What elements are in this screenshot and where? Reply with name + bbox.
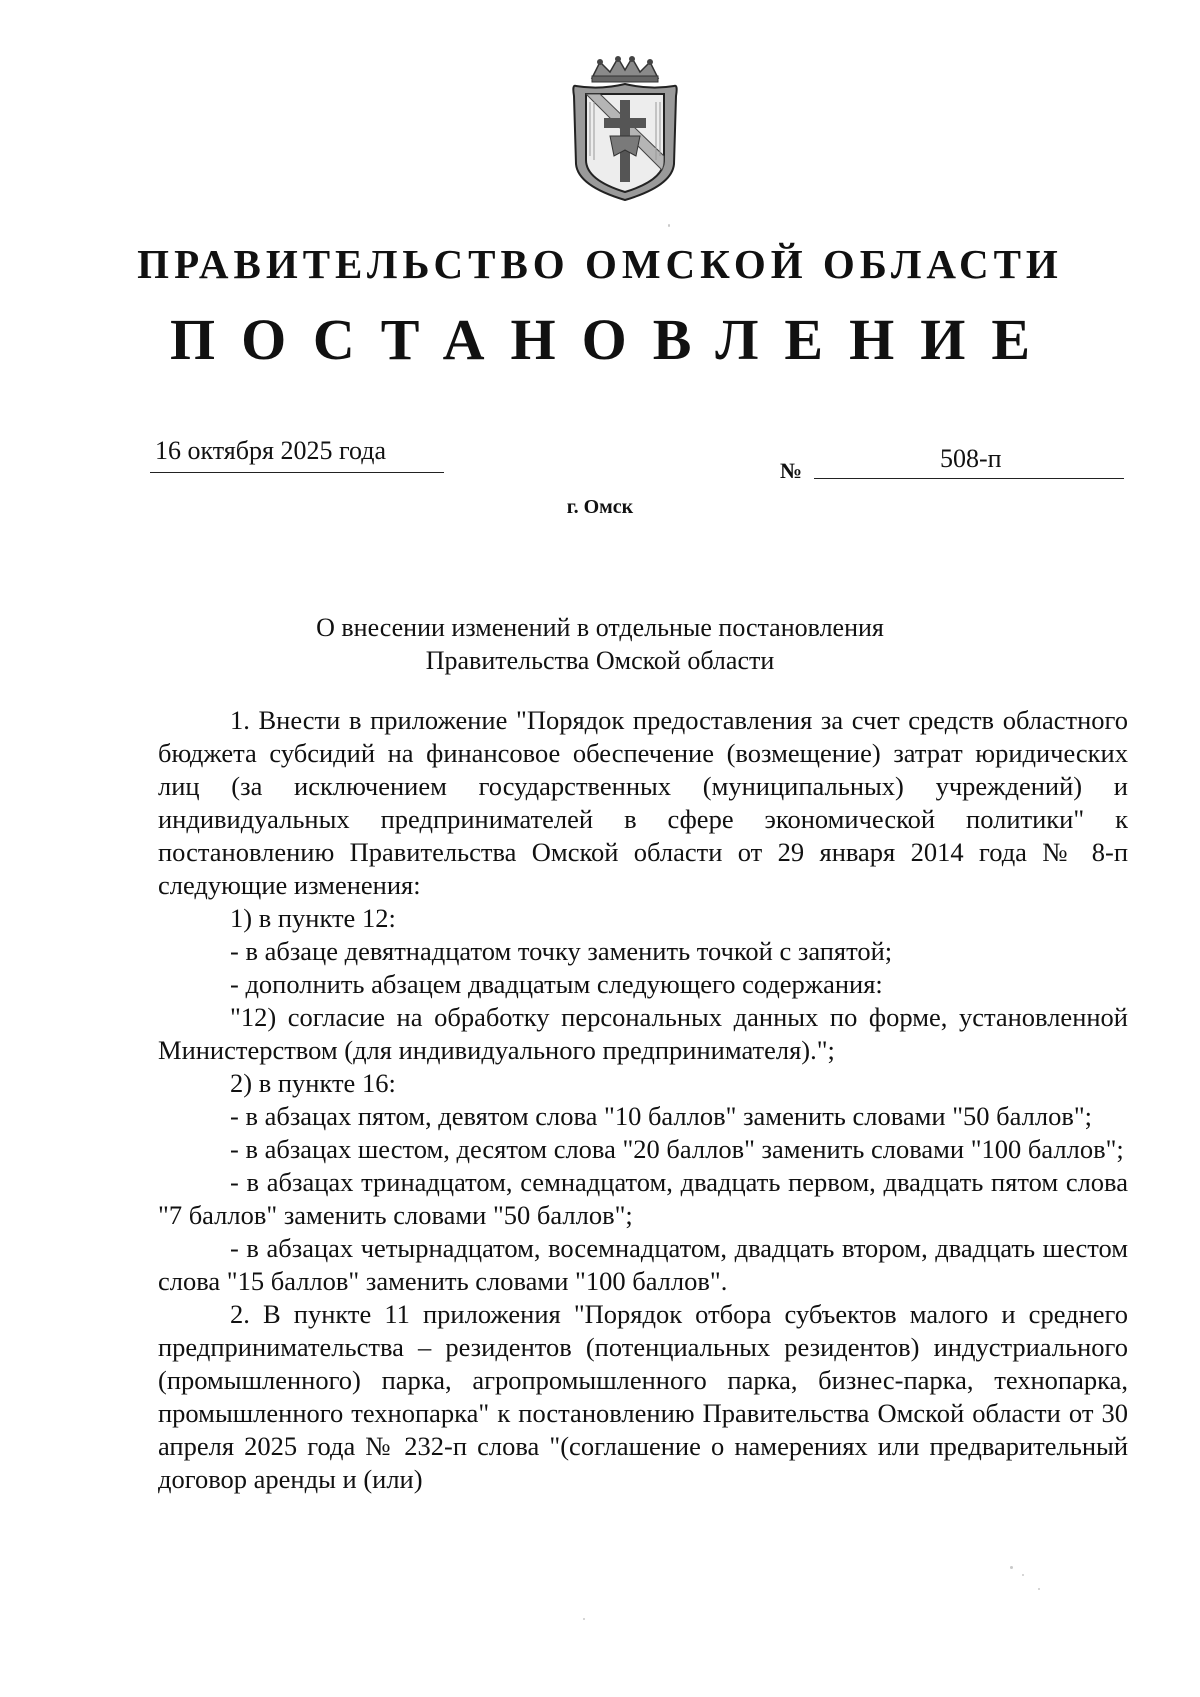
paragraph: - в абзаце девятнадцатом точку заменить точкой с запятой;	[230, 936, 893, 966]
document-subject	[0, 611, 1200, 677]
document-type-title: ПОСТАНОВЛЕНИЕ	[169, 307, 1057, 372]
scan-speck	[1010, 1566, 1013, 1569]
document-date: 16 октября 2025 года	[155, 436, 386, 465]
paragraph: 1) в пункте 12:	[230, 903, 396, 933]
scan-speck	[668, 224, 670, 227]
date-underline	[150, 472, 444, 473]
paragraph: - в абзацах четырнадцатом, восемнадцатом, двадцать втором, двадцать шестом слова "15 баллов" заменить словами "100 баллов".	[158, 1233, 1128, 1296]
number-underline	[814, 478, 1124, 479]
document-number: 508-п	[940, 444, 1002, 473]
paragraph: "12) согласие на обработку персональных данных по форме, установленной Министерством (для индивидуального предпринимателя).";	[158, 1002, 1128, 1065]
paragraph: - в абзацах тринадцатом, семнадцатом, двадцать первом, двадцать пятом слова "7 баллов" заменить словами "50 баллов";	[158, 1167, 1128, 1230]
paragraph: - дополнить абзацем двадцатым следующего содержания:	[230, 969, 883, 999]
paragraph: - в абзацах пятом, девятом слова "10 баллов" заменить словами "50 баллов";	[230, 1101, 1093, 1131]
paragraph: 1. Внести в приложение "Порядок предоставления за счет средств областного бюджета субсидий на финансовое обеспечение (возмещение) затрат юридических лиц (за исключением государственных (муниципальных) учреждений) и индивидуальных предпринимателей в сфере экономической политики" к постановлению Правительства Омской области от 29 января 2014 года № 8-п следующие изменения:	[158, 705, 1128, 900]
paragraph: 2. В пункте 11 приложения "Порядок отбора субъектов малого и среднего предпринимательства – резидентов (потенциальных резидентов) индустриального (промышленного) парка, агропромышленного парка, бизнес-парка, технопарка, промышленного технопарка" к постановлению Правительства Омской области от 30 апреля 2025 года № 232-п слова "(соглашение о намерениях или предварительный договор аренды и (или)	[158, 1299, 1128, 1494]
subject-line-2: Правительства Омской области	[425, 646, 775, 675]
paragraph: - в абзацах шестом, десятом слова "20 баллов" заменить словами "100 баллов";	[230, 1134, 1124, 1164]
organization-title: ПРАВИТЕЛЬСТВО ОМСКОЙ ОБЛАСТИ	[137, 241, 1063, 287]
number-sign: №	[780, 458, 803, 483]
scan-speck	[1038, 1588, 1040, 1590]
document-body	[158, 704, 1128, 1496]
paragraph: 2) в пункте 16:	[230, 1068, 396, 1098]
subject-line-1: О внесении изменений в отдельные постановления	[316, 613, 884, 642]
document-city: г. Омск	[566, 496, 634, 518]
scan-speck	[583, 1618, 585, 1620]
omsk-coat-of-arms-icon	[570, 56, 680, 202]
scan-speck	[1022, 1574, 1024, 1576]
